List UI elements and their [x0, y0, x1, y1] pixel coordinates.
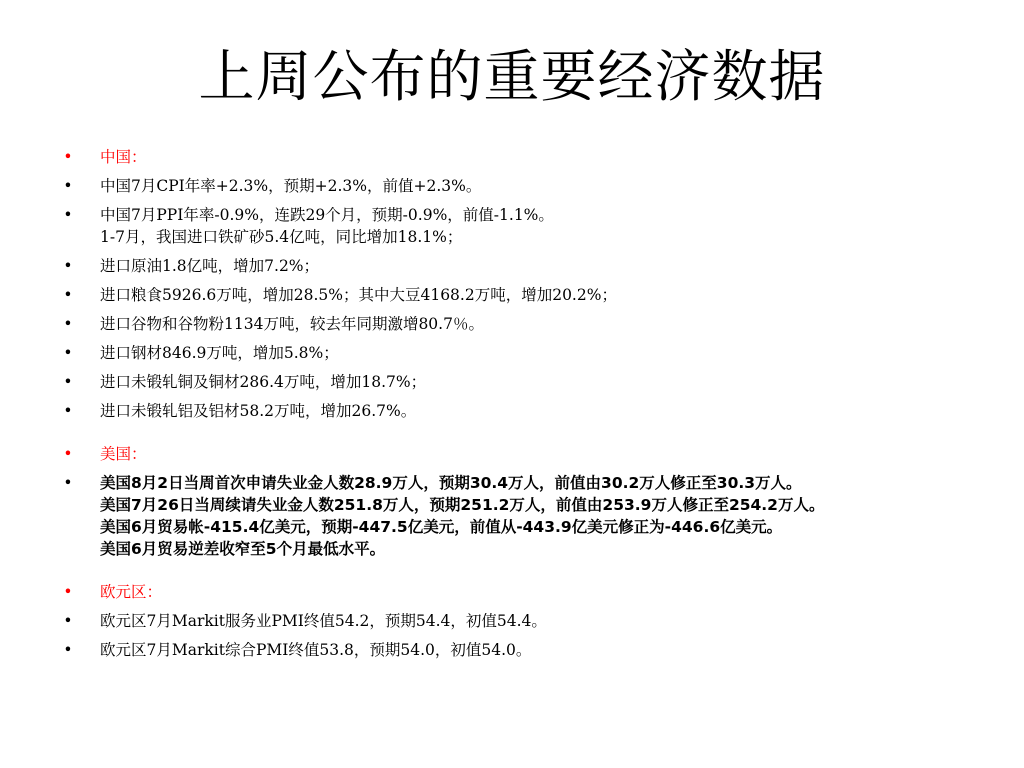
list-item [62, 400, 1002, 422]
slide-title: 上周公布的重要经济数据 [198, 45, 826, 110]
list-item [62, 371, 1002, 393]
item-line: 美国7月26日当周续请失业金人数251.8万人，预期251.2万人，前值由253.9万人修正至254.2万人。 [100, 496, 825, 514]
bullet-icon: • [63, 286, 73, 304]
bullet-icon: • [63, 148, 73, 166]
bullet-icon: • [63, 612, 73, 630]
item-line: 进口谷物和谷物粉1134万吨，较去年同期激增80.7％。 [100, 315, 484, 333]
item-line: 进口原油1.8亿吨，增加7.2%； [100, 257, 320, 275]
list-item [62, 342, 1002, 364]
list-item [62, 610, 1002, 632]
list-item [62, 313, 1002, 335]
section-heading-eurozone [62, 581, 1002, 603]
list-item [62, 255, 1002, 277]
section-heading-us [62, 443, 1002, 465]
list-item [62, 204, 1002, 248]
content-list [62, 146, 1002, 668]
item-line: 中国7月PPI年率-0.9%，连跌29个月，预期-0.9%，前值-1.1%。 [100, 206, 554, 224]
bullet-icon: • [63, 373, 73, 391]
bullet-icon: • [63, 641, 73, 659]
list-item [62, 175, 1002, 197]
list-item [62, 639, 1002, 661]
heading-text: 欧元区： [100, 583, 163, 601]
item-line: 美国6月贸易逆差收窄至5个月最低水平。 [100, 540, 386, 558]
bullet-icon: • [63, 206, 73, 224]
list-item [62, 284, 1002, 306]
item-line: 1-7月，我国进口铁矿砂5.4亿吨，同比增加18.1%； [100, 228, 463, 246]
bullet-icon: • [63, 344, 73, 362]
bullet-icon: • [63, 257, 73, 275]
bullet-icon: • [63, 315, 73, 333]
bullet-icon: • [63, 177, 73, 195]
item-line: 美国8月2日当周首次申请失业金人数28.9万人，预期30.4万人，前值由30.2万人修正至30.3万人。 [100, 474, 802, 492]
item-line: 进口未锻轧铜及铜材286.4万吨，增加18.7%； [100, 373, 427, 391]
item-line: 进口粮食5926.6万吨，增加28.5%；其中大豆4168.2万吨，增加20.2%； [100, 286, 617, 304]
spacer [62, 567, 1002, 581]
list-item [62, 472, 1002, 560]
bullet-icon: • [63, 474, 73, 492]
bullet-icon: • [63, 402, 73, 420]
item-line: 中国7月CPI年率+2.3%，预期+2.3%，前值+2.3%。 [100, 177, 482, 195]
heading-text: 美国： [100, 445, 147, 463]
item-line: 进口钢材846.9万吨，增加5.8%； [100, 344, 339, 362]
bullet-icon: • [63, 583, 73, 601]
item-line: 欧元区7月Markit综合PMI终值53.8，预期54.0，初值54.0。 [100, 641, 532, 659]
bullet-icon: • [63, 445, 73, 463]
item-line: 进口未锻轧铝及铝材58.2万吨，增加26.7%。 [100, 402, 417, 420]
section-heading-china [62, 146, 1002, 168]
item-line: 美国6月贸易帐-415.4亿美元，预期-447.5亿美元，前值从-443.9亿美元修正为-446.6亿美元。 [100, 518, 783, 536]
heading-text: 中国： [100, 148, 147, 166]
item-line: 欧元区7月Markit服务业PMI终值54.2，预期54.4，初值54.4。 [100, 612, 547, 630]
spacer [62, 429, 1002, 443]
